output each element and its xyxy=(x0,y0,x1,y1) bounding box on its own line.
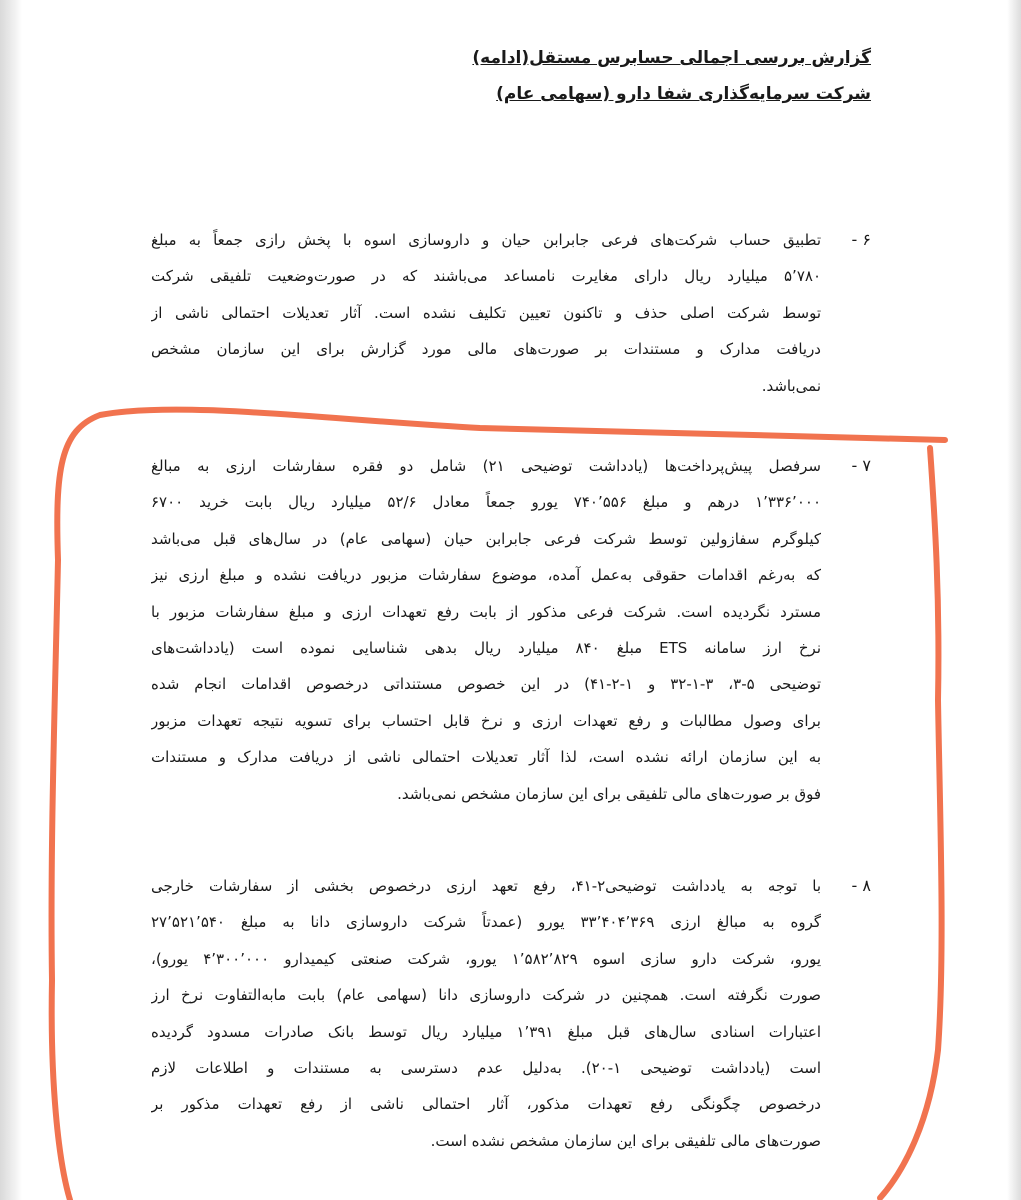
text-line: است (یادداشت توضیحی ۱-۲۰). به‌دلیل عدم دسترسی به مستندات و اطلاعات لازم xyxy=(151,1058,821,1077)
text-line: کیلوگرم سفازولین توسط شرکت فرعی جابرابن حیان (سهامی عام) در سال‌های قبل می‌باشد xyxy=(151,529,821,548)
text-line: تطبیق حساب شرکت‌های فرعی جابرابن حیان و داروسازی اسوه با پخش رازی جمعاً به مبلغ xyxy=(151,231,821,249)
text-line: ۵٬۷۸۰ میلیارد ریال دارای مغایرت نامساعد می‌باشند که در صورت‌وضعیت تلفیقی شرکت xyxy=(151,267,821,286)
text-line: فوق بر صورت‌های مالی تلفیقی برای این سازمان مشخص نمی‌باشد. xyxy=(397,784,821,803)
page-edge-shadow xyxy=(0,0,22,1200)
paragraph-number: ۷ - xyxy=(851,456,871,475)
text-line: گروه به مبالغ ارزی ۳۳٬۴۰۴٬۳۶۹ یورو (عمدتاً شرکت داروسازی دانا به مبلغ ۲۷٬۵۲۱٬۵۴۰ xyxy=(151,913,821,932)
report-title: گزارش بررسی اجمالی حسابرس مستقل(ادامه) xyxy=(472,48,871,68)
text-line: توسط شرکت اصلی حذف و تاکنون تعیین تکلیف نشده است. آثار تعدیلات احتمالی ناشی از xyxy=(151,303,821,322)
text-line: به این سازمان ارائه نشده است، لذا آثار تعدیلات احتمالی ناشی از دریافت مدارک و مستندات xyxy=(151,748,821,767)
text-line: توضیحی ۵-۳، ۳-۱-۳۲ و ۱-۲-۴۱) در این خصوص مستنداتی درخصوص اقدامات انجام شده xyxy=(151,675,821,694)
text-line: درخصوص چگونگی رفع تعهدات مذکور، آثار احتمالی ناشی از رفع تعهدات مذکور بر xyxy=(151,1095,821,1114)
text-line: با توجه به یادداشت توضیحی۲-۴۱، رفع تعهد ارزی درخصوص بخشی از سفارشات خارجی xyxy=(151,877,821,895)
text-line: صورت‌های مالی تلفیقی برای این سازمان مشخص نشده است. xyxy=(430,1131,821,1150)
text-line: صورت نگرفته است. همچنین در شرکت داروسازی دانا (سهامی عام) بابت مابه‌التفاوت نرخ ارز xyxy=(151,986,821,1005)
text-line: اعتبارات اسنادی سال‌های قبل مبلغ ۱٬۳۹۱ میلیارد ریال توسط بانک صادرات مسدود گردیده xyxy=(151,1022,821,1041)
paragraph-number: ۸ - xyxy=(851,876,871,895)
text-line: یورو، شرکت دارو سازی اسوه ۱٬۵۸۲٬۸۲۹ یورو، شرکت صنعتی کیمیدارو ۴٬۳۰۰٬۰۰۰ یورو)، xyxy=(151,949,821,968)
page-edge-shadow xyxy=(1007,0,1021,1200)
paragraph-body xyxy=(151,868,821,1159)
text-line: سرفصل پیش‌پرداخت‌ها (یادداشت توضیحی ۲۱) شامل دو فقره سفارشات ارزی به مبالغ xyxy=(151,457,821,475)
text-line: نرخ ارز سامانه ETS مبلغ ۸۴۰ میلیارد ریال بدهی شناسایی نموده است (یادداشت‌های xyxy=(151,638,821,657)
text-line: برای وصول مطالبات و رفع تعهدات ارزی و نرخ قابل احتساب برای تسویه نتیجه تعهدات مزبور xyxy=(151,711,821,730)
text-line: که به‌رغم اقدامات حقوقی به‌عمل آمده، موضوع سفارشات مزبور دریافت نشده و مبلغ ارزی نیز xyxy=(151,566,821,585)
paragraph-body xyxy=(151,448,821,812)
text-line: دریافت مدارک و مستندات بر صورت‌های مالی مورد گزارش برای این سازمان مشخص xyxy=(151,340,821,359)
paragraph-6 xyxy=(151,222,871,404)
text-line: نمی‌باشد. xyxy=(761,376,821,395)
company-name: شرکت سرمایه‌گذاری شفا دارو (سهامی عام) xyxy=(496,84,871,104)
text-line: مسترد نگردیده است. شرکت فرعی مذکور از بابت رفع تعهدات ارزی و مبلغ سفارشات مزبور با xyxy=(151,602,821,621)
paragraph-8 xyxy=(151,868,871,1159)
paragraph-7 xyxy=(151,448,871,812)
paragraph-number: ۶ - xyxy=(851,230,871,249)
document-header xyxy=(472,40,871,112)
text-line: ۱٬۳۳۶٬۰۰۰ درهم و مبلغ ۷۴۰٬۵۵۶ یورو جمعاً معادل ۵۲/۶ میلیارد ریال بابت خرید ۶۷۰۰ xyxy=(151,493,821,512)
paragraph-body xyxy=(151,222,821,404)
